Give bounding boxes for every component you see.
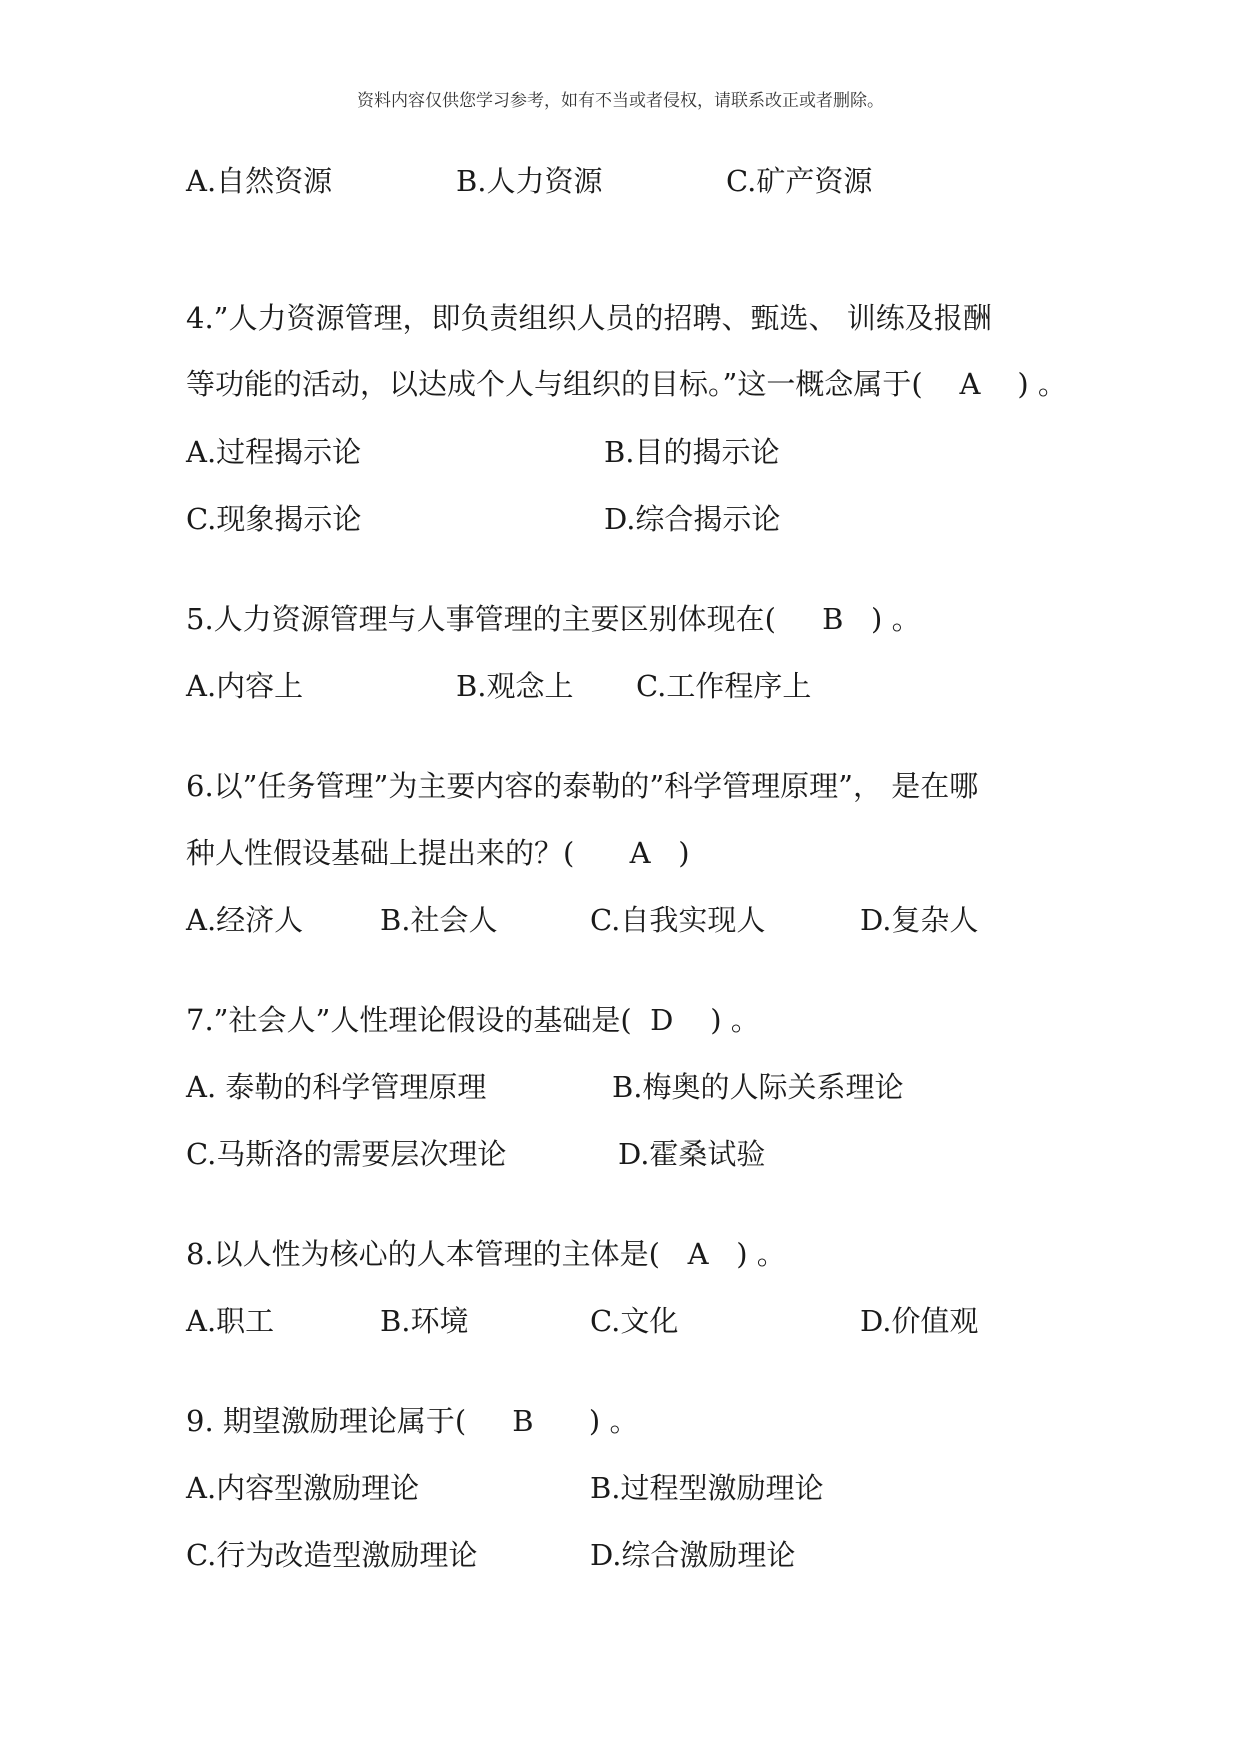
q8-option-b: B.环境: [380, 1304, 469, 1338]
q5-option-b: B.观念上: [456, 669, 574, 703]
q4-option-b: B.目的揭示论: [604, 435, 780, 469]
q6-text-line2: 种人性假设基础上提出来的？( A ): [186, 836, 690, 870]
q3-option-a: A.自然资源: [186, 164, 333, 198]
q4-option-d: D.综合揭示论: [604, 502, 781, 536]
q7-option-d: D.霍桑试验: [618, 1137, 766, 1171]
q7-option-a: A. 泰勒的科学管理原理: [186, 1070, 487, 1104]
q4-option-a: A.过程揭示论: [186, 435, 362, 469]
q8-option-d: D.价值观: [860, 1304, 979, 1338]
q8-text-line1: 8.以人性为核心的人本管理的主体是( A ) 。: [186, 1237, 786, 1271]
page-header-disclaimer: 资料内容仅供您学习参考，如有不当或者侵权，请联系改正或者删除。: [357, 91, 884, 111]
q9-option-b: B.过程型激励理论: [590, 1471, 824, 1505]
q7-option-b: B.梅奥的人际关系理论: [612, 1070, 904, 1104]
q7-text-line1: 7.”社会人”人性理论假设的基础是( D ) 。: [186, 1003, 760, 1037]
q9-text-line1: 9. 期望激励理论属于( B ) 。: [186, 1404, 639, 1438]
q6-option-c: C.自我实现人: [590, 903, 766, 937]
q9-option-c: C.行为改造型激励理论: [186, 1538, 478, 1572]
q9-option-d: D.综合激励理论: [590, 1538, 796, 1572]
q8-option-a: A.职工: [186, 1304, 275, 1338]
q9-option-a: A.内容型激励理论: [186, 1471, 420, 1505]
q6-option-d: D.复杂人: [860, 903, 979, 937]
q5-option-a: A.内容上: [186, 669, 304, 703]
q4-text-line2: 等功能的活动，以达成个人与组织的目标。”这一概念属于( A ) 。: [186, 367, 1067, 401]
q3-option-b: B.人力资源: [456, 164, 603, 198]
q6-text-line1: 6.以”任务管理”为主要内容的泰勒的”科学管理原理”， 是在哪: [186, 769, 979, 803]
q8-option-c: C.文化: [590, 1304, 679, 1338]
q3-option-c: C.矿产资源: [726, 164, 873, 198]
q6-option-b: B.社会人: [380, 903, 498, 937]
q5-text-line1: 5.人力资源管理与人事管理的主要区别体现在( B ) 。: [186, 602, 921, 636]
q4-text-line1: 4.”人力资源管理，即负责组织人员的招聘、甄选、 训练及报酬: [186, 301, 992, 335]
q7-option-c: C.马斯洛的需要层次理论: [186, 1137, 507, 1171]
q6-option-a: A.经济人: [186, 903, 304, 937]
q4-option-c: C.现象揭示论: [186, 502, 362, 536]
q5-option-c: C.工作程序上: [636, 669, 812, 703]
